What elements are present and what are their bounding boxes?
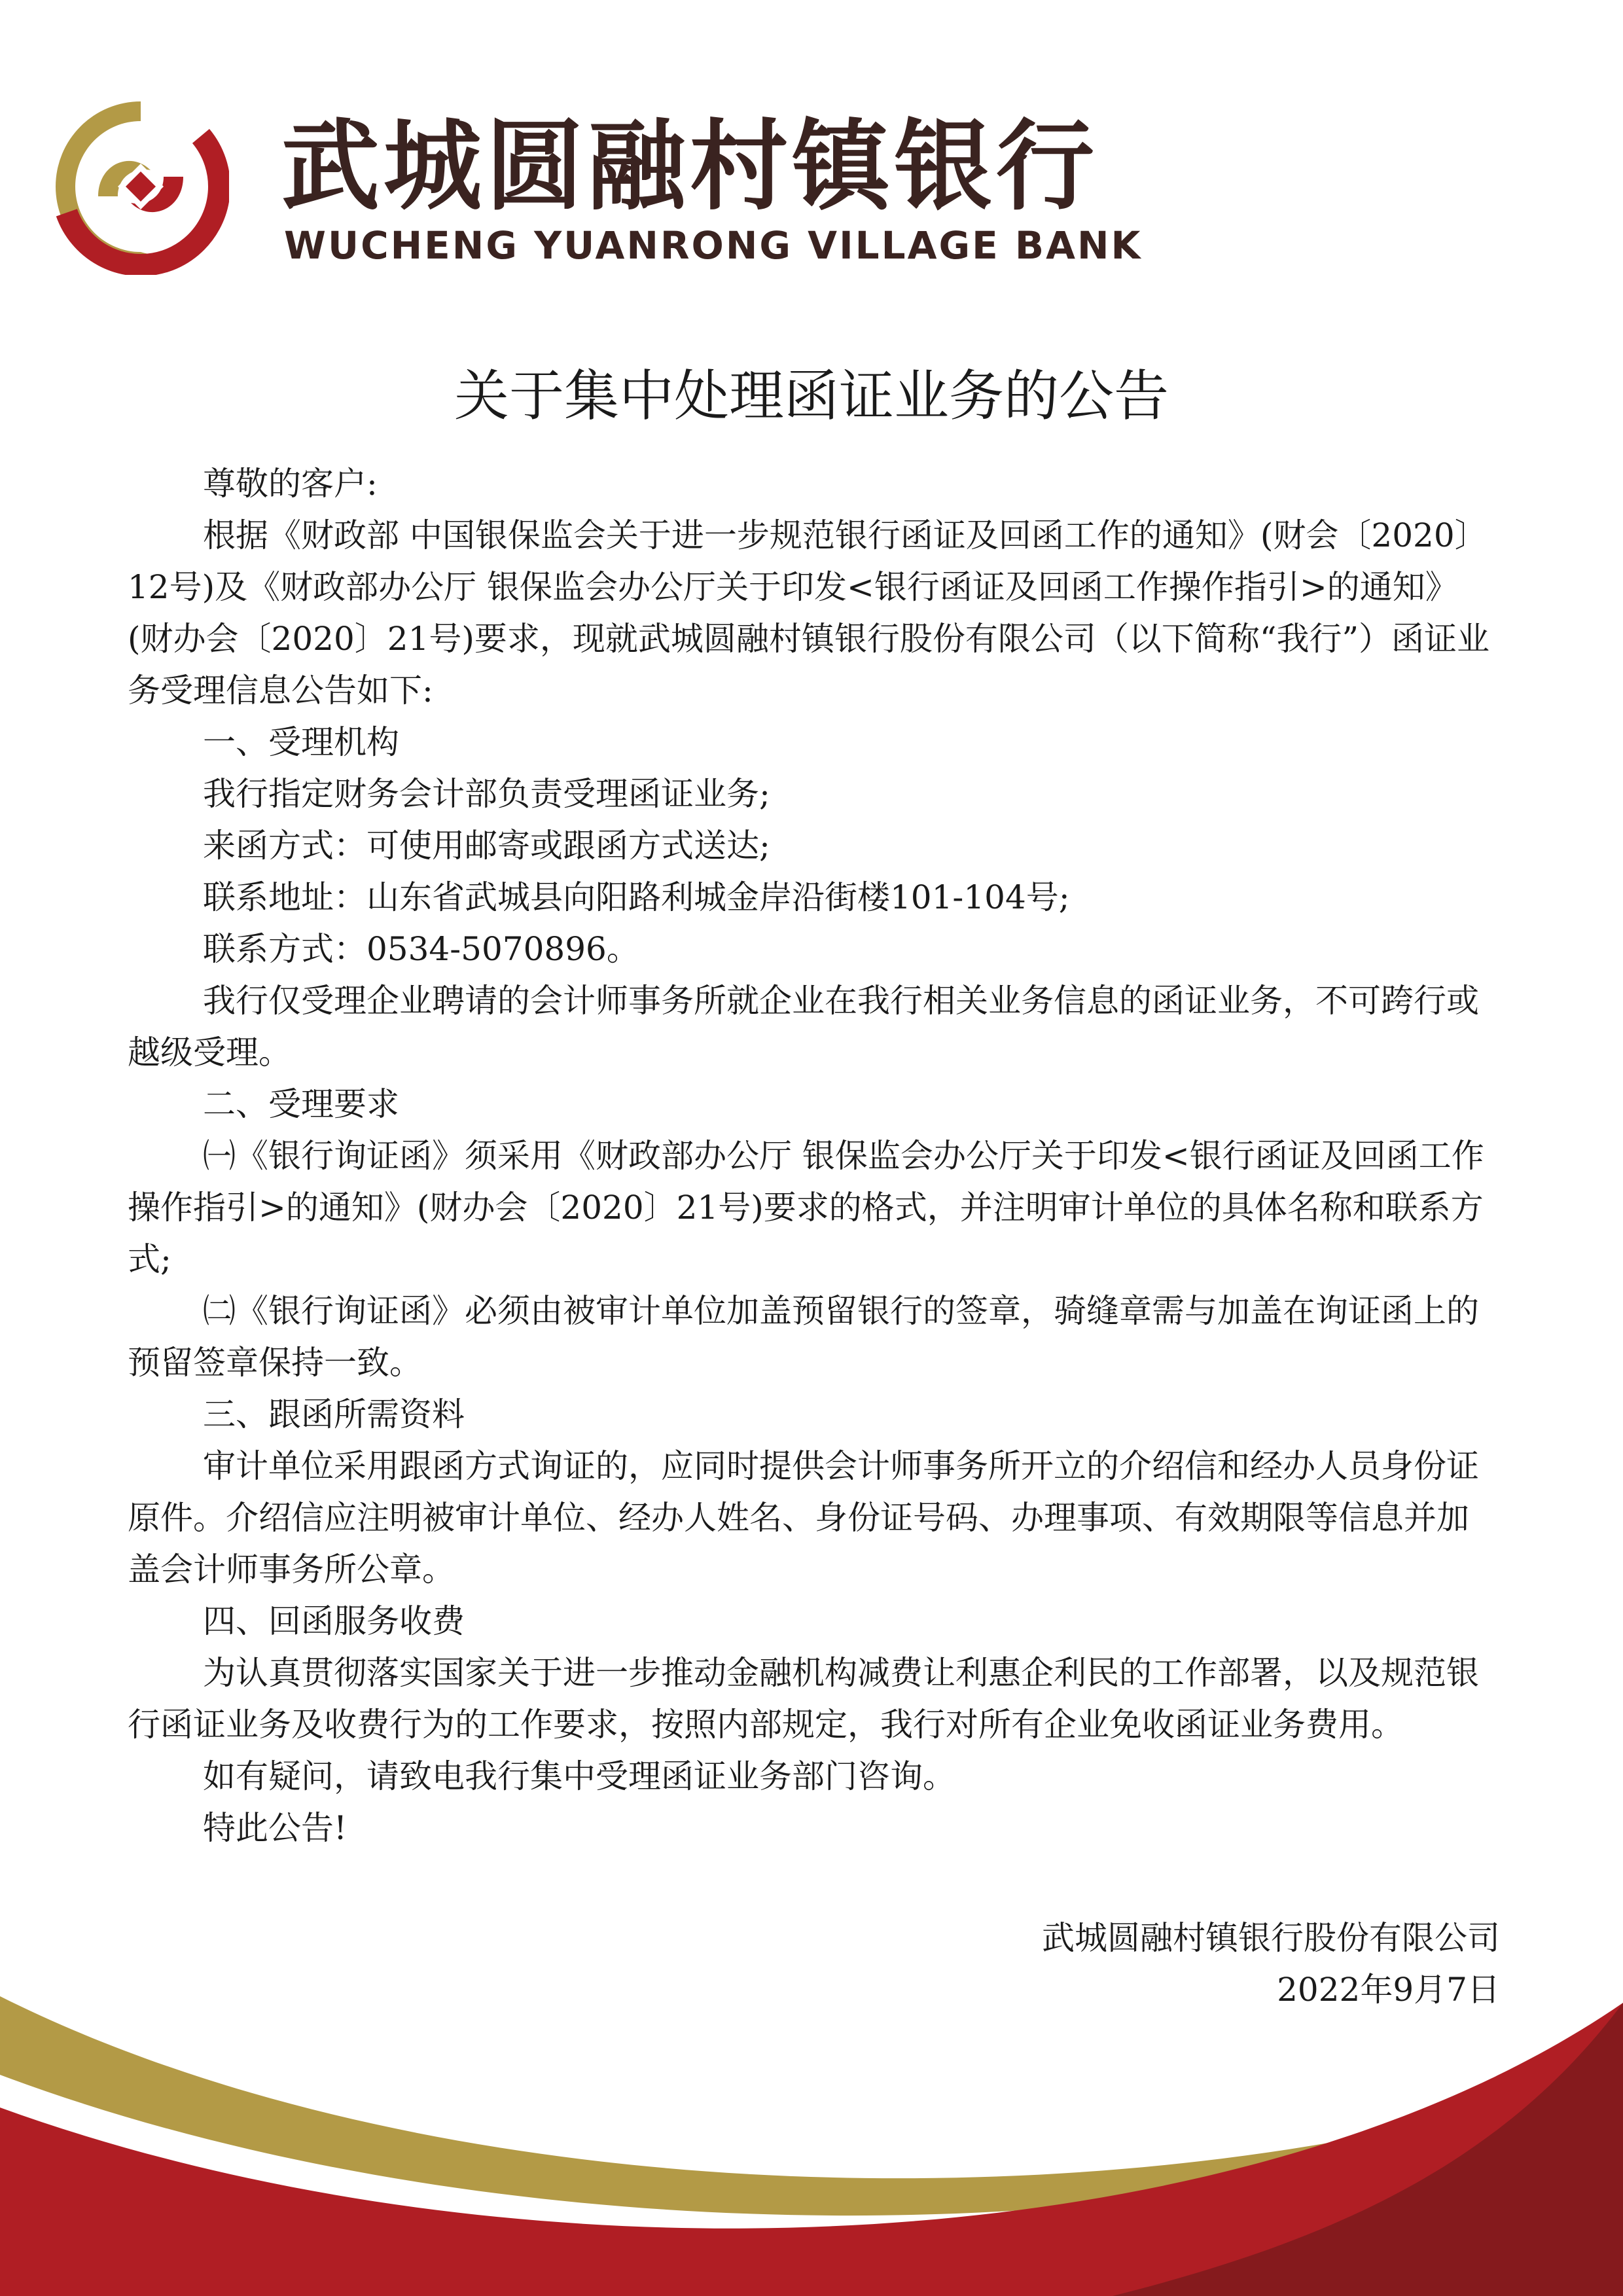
paragraph-intro: 根据《财政部 中国银保监会关于进一步规范银行函证及回函工作的通知》(财会〔2020〕12号)及《财政部办公厅 银保监会办公厅关于印发<银行函证及回函工作操作指引>的通知》(财办会〔2020〕21号)要求，现就武城圆融村镇银行股份有限公司（以下简称“我行”）函证业务受理信息公告如下: — [128, 516, 1490, 709]
footer-wave-decoration — [0, 1977, 1623, 2296]
paragraph-address: 联系地址：山东省武城县向阳路利城金岸沿街楼101-104号; — [203, 878, 1070, 916]
section-heading-4: 四、回函服务收费 — [203, 1602, 465, 1640]
bank-name-english: WUCHENG YUANRONG VILLAGE BANK — [284, 223, 1143, 268]
paragraph-phone: 联系方式：0534-5070896。 — [203, 930, 639, 968]
letterhead — [52, 98, 1165, 268]
paragraph-closing: 特此公告! — [203, 1809, 348, 1847]
paragraph-delivery: 来函方式：可使用邮寄或跟函方式送达; — [203, 827, 770, 865]
paragraph-fees: 为认真贯彻落实国家关于进一步推动金融机构减费让利惠企利民的工作部署，以及规范银行函证业务及收费行为的工作要求，按照内部规定，我行对所有企业免收函证业务费用。 — [128, 1654, 1479, 1744]
paragraph-inquiry: 如有疑问，请致电我行集中受理函证业务部门咨询。 — [203, 1757, 955, 1795]
paragraph-requirement-1: ㈠《银行询证函》须采用《财政部办公厅 银保监会办公厅关于印发<银行函证及回函工作操作指引>的通知》(财办会〔2020〕21号)要求的格式，并注明审计单位的具体名称和联系方式; — [128, 1137, 1484, 1278]
paragraph-scope: 我行仅受理企业聘请的会计师事务所就企业在我行相关业务信息的函证业务，不可跨行或越级受理。 — [128, 982, 1479, 1071]
paragraph-materials: 审计单位采用跟函方式询证的，应同时提供会计师事务所开立的介绍信和经办人员身份证原件。介绍信应注明被审计单位、经办人姓名、身份证号码、办理事项、有效期限等信息并加盖会计师事务所公章。 — [128, 1447, 1479, 1588]
section-heading-1: 一、受理机构 — [203, 723, 399, 761]
notice-body — [128, 458, 1499, 1854]
salutation: 尊敬的客户: — [203, 465, 378, 503]
notice-title: 关于集中处理函证业务的公告 — [454, 364, 1169, 428]
bank-name-chinese: 武城圆融村镇银行 — [281, 110, 1099, 224]
signature-date: 2022年9月7日 — [1277, 1971, 1500, 2009]
bank-emblem-icon — [52, 98, 229, 275]
section-heading-3: 三、跟函所需资料 — [203, 1395, 465, 1433]
section-heading-2: 二、受理要求 — [203, 1085, 399, 1123]
paragraph-dept: 我行指定财务会计部负责受理函证业务; — [203, 775, 770, 813]
signature-company: 武城圆融村镇银行股份有限公司 — [1042, 1919, 1500, 1957]
paragraph-requirement-2: ㈡《银行询证函》必须由被审计单位加盖预留银行的签章，骑缝章需与加盖在询证函上的预留签章保持一致。 — [128, 1292, 1479, 1382]
